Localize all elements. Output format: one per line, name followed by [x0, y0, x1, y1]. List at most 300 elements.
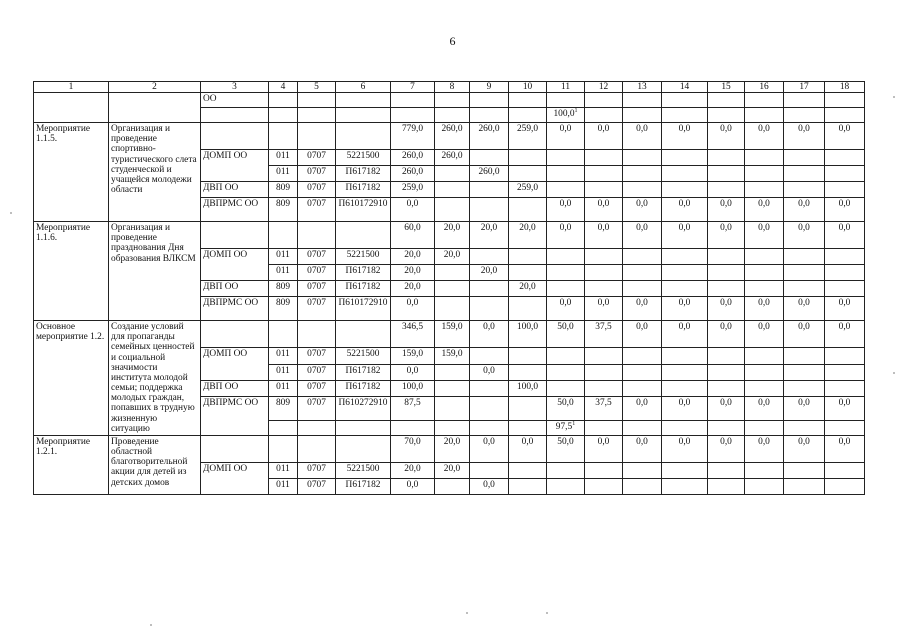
value-cell	[391, 420, 435, 435]
cont-col-2	[109, 93, 201, 123]
value-cell	[509, 265, 547, 281]
total-value: 779,0	[391, 123, 435, 150]
value-cell	[470, 462, 509, 478]
value-cell: 260,0	[391, 166, 435, 182]
value-cell	[470, 348, 509, 364]
total-value: 0,0	[662, 435, 708, 462]
total-value: 0,0	[585, 222, 623, 249]
header-row	[34, 82, 865, 93]
value-cell	[662, 348, 708, 364]
value-cell	[547, 462, 585, 478]
value-cell	[825, 249, 865, 265]
value-cell	[708, 380, 745, 396]
empty-cell	[298, 321, 336, 348]
empty-cell	[585, 93, 623, 108]
value-cell	[435, 265, 470, 281]
value-cell	[745, 265, 784, 281]
value-cell	[745, 182, 784, 198]
continuation-row	[34, 93, 865, 108]
payer-code: ДВП ОО	[201, 380, 269, 396]
classifier-cell: 0707	[298, 182, 336, 198]
value-cell	[784, 150, 825, 166]
value-cell: 20,0	[391, 281, 435, 297]
value-cell	[585, 249, 623, 265]
value-cell: 0,0	[470, 478, 509, 494]
total-value: 50,0	[547, 321, 585, 348]
value-cell	[470, 297, 509, 321]
value-cell: 0,0	[784, 297, 825, 321]
value-cell: 0,0	[585, 198, 623, 222]
value-cell: 0,0	[585, 297, 623, 321]
total-value: 20,0	[435, 222, 470, 249]
group-total-row	[34, 435, 865, 462]
value-cell: 159,0	[435, 348, 470, 364]
activity-title: Организация и проведение празднования Дня образования ВЛКСМ	[109, 222, 201, 321]
total-value: 0,0	[662, 123, 708, 150]
value-cell	[708, 150, 745, 166]
cont-value-col11	[547, 108, 585, 123]
empty-cell	[201, 123, 269, 150]
value-cell	[623, 166, 662, 182]
empty-cell	[298, 93, 336, 108]
value-cell	[585, 364, 623, 380]
classifier-cell: 011	[269, 249, 298, 265]
column-header: 14	[662, 82, 708, 93]
value-cell: 260,0	[391, 150, 435, 166]
activity-name: Основное мероприятие 1.2.	[34, 321, 109, 436]
page-number: 6	[449, 34, 456, 48]
classifier-cell: 0707	[298, 380, 336, 396]
value-cell	[784, 478, 825, 494]
classifier-cell: 011	[269, 462, 298, 478]
value-cell	[585, 182, 623, 198]
value-cell	[662, 182, 708, 198]
value-cell: 0,0	[825, 198, 865, 222]
classifier-cell: 809	[269, 396, 298, 420]
empty-cell	[391, 108, 435, 123]
empty-cell	[825, 93, 865, 108]
value-cell	[662, 380, 708, 396]
value-cell	[509, 396, 547, 420]
value-cell: 260,0	[470, 166, 509, 182]
classifier-cell	[336, 420, 391, 435]
total-value: 0,0	[470, 321, 509, 348]
value-cell	[435, 396, 470, 420]
empty-cell	[298, 222, 336, 249]
value-cell: 0,0	[708, 396, 745, 420]
value-cell: 0,0	[470, 364, 509, 380]
column-header: 15	[708, 82, 745, 93]
classifier-cell: 0707	[298, 478, 336, 494]
value-cell: 0,0	[784, 198, 825, 222]
empty-cell	[509, 93, 547, 108]
value-cell	[784, 249, 825, 265]
value-cell	[662, 478, 708, 494]
value-cell: 0,0	[825, 396, 865, 420]
total-value: 0,0	[745, 222, 784, 249]
value-cell	[825, 348, 865, 364]
value-cell	[585, 348, 623, 364]
value-cell	[470, 281, 509, 297]
value-cell	[745, 364, 784, 380]
value-cell	[585, 265, 623, 281]
classifier-cell: 5221500	[336, 249, 391, 265]
empty-cell	[623, 93, 662, 108]
total-value: 0,0	[784, 222, 825, 249]
value-cell	[708, 478, 745, 494]
value-cell	[708, 420, 745, 435]
value-cell	[547, 348, 585, 364]
empty-cell	[470, 108, 509, 123]
empty-cell	[201, 222, 269, 249]
column-header: 13	[623, 82, 662, 93]
empty-cell	[269, 222, 298, 249]
value-cell	[509, 166, 547, 182]
column-header: 12	[585, 82, 623, 93]
classifier-cell: П617182	[336, 166, 391, 182]
value-cell: 0,0	[662, 297, 708, 321]
total-value: 0,0	[585, 435, 623, 462]
value-cell: 20,0	[391, 462, 435, 478]
value-cell	[708, 265, 745, 281]
value-cell	[547, 265, 585, 281]
value-cell	[784, 166, 825, 182]
classifier-cell: 0707	[298, 348, 336, 364]
classifier-cell: П617182	[336, 364, 391, 380]
cont-col-1	[34, 93, 109, 123]
value-cell: 100,0	[509, 380, 547, 396]
value-cell	[585, 150, 623, 166]
value-cell	[745, 478, 784, 494]
value-cell	[585, 420, 623, 435]
empty-cell	[336, 123, 391, 150]
scan-speck	[466, 612, 468, 614]
total-value: 60,0	[391, 222, 435, 249]
value-cell	[470, 396, 509, 420]
total-value: 0,0	[708, 435, 745, 462]
value-cell: 0,0	[784, 396, 825, 420]
empty-cell	[745, 108, 784, 123]
total-value: 0,0	[547, 123, 585, 150]
value-cell	[435, 182, 470, 198]
classifier-cell: 011	[269, 380, 298, 396]
empty-cell	[662, 93, 708, 108]
total-value: 0,0	[708, 321, 745, 348]
empty-cell	[336, 435, 391, 462]
classifier-cell: 011	[269, 150, 298, 166]
classifier-cell: П610272910	[336, 396, 391, 420]
scan-speck	[546, 612, 548, 614]
value-cell: 20,0	[470, 265, 509, 281]
empty-cell	[435, 93, 470, 108]
value-cell	[547, 150, 585, 166]
value-cell: 87,5	[391, 396, 435, 420]
scan-speck	[893, 96, 895, 98]
activity-name: Мероприятие 1.1.5.	[34, 123, 109, 222]
value-cell: 0,0	[662, 396, 708, 420]
total-value: 0,0	[745, 321, 784, 348]
value-cell	[784, 420, 825, 435]
value-cell	[623, 380, 662, 396]
value-cell	[784, 182, 825, 198]
payer-code: ДОМП ОО	[201, 462, 269, 494]
scan-speck	[150, 624, 152, 626]
activity-title: Организация и проведение спортивно-туристического слета студенческой и учащейся молодежи области	[109, 123, 201, 222]
value-cell: 20,0	[435, 462, 470, 478]
value-cell	[825, 150, 865, 166]
value-cell	[825, 265, 865, 281]
value-cell	[547, 249, 585, 265]
value-cell	[435, 478, 470, 494]
total-value: 0,0	[745, 123, 784, 150]
classifier-cell: П617182	[336, 281, 391, 297]
value-cell	[623, 478, 662, 494]
value-cell	[509, 249, 547, 265]
value-cell	[585, 462, 623, 478]
classifier-cell: 0707	[298, 297, 336, 321]
empty-cell	[269, 435, 298, 462]
value-cell	[585, 478, 623, 494]
classifier-cell: 5221500	[336, 150, 391, 166]
payer-code: ДВП ОО	[201, 182, 269, 198]
column-header: 17	[784, 82, 825, 93]
classifier-cell: 011	[269, 348, 298, 364]
classifier-cell: 0707	[298, 462, 336, 478]
value-cell: 0,0	[547, 198, 585, 222]
value-cell	[784, 265, 825, 281]
total-value: 50,0	[547, 435, 585, 462]
value-cell	[509, 420, 547, 435]
total-value: 0,0	[585, 123, 623, 150]
value-cell	[509, 348, 547, 364]
total-value: 20,0	[435, 435, 470, 462]
value-cell	[745, 420, 784, 435]
footnote-mark: 1	[572, 420, 576, 427]
total-value: 0,0	[470, 435, 509, 462]
value-cell: 37,5	[585, 396, 623, 420]
total-value: 0,0	[825, 321, 865, 348]
value-cell	[745, 462, 784, 478]
classifier-cell: 011	[269, 265, 298, 281]
value-cell	[662, 249, 708, 265]
value-cell: 260,0	[435, 150, 470, 166]
value-cell: 20,0	[509, 281, 547, 297]
activity-title: Создание условий для пропаганды семейных ценностей и социальной значимости института молодой семьи; поддержка молодых граждан, попавших в трудную жизненную ситуацию	[109, 321, 201, 436]
value-cell	[509, 198, 547, 222]
value-cell: 0,0	[391, 364, 435, 380]
empty-cell	[391, 93, 435, 108]
classifier-cell: 5221500	[336, 462, 391, 478]
classifier-cell: 0707	[298, 364, 336, 380]
total-value: 20,0	[470, 222, 509, 249]
value-cell: 259,0	[509, 182, 547, 198]
value-cell: 0,0	[623, 396, 662, 420]
total-value: 0,0	[708, 123, 745, 150]
value-cell	[470, 380, 509, 396]
empty-cell	[784, 108, 825, 123]
value-cell	[662, 420, 708, 435]
total-value: 0,0	[547, 222, 585, 249]
classifier-cell: 0707	[298, 281, 336, 297]
total-value: 0,0	[623, 222, 662, 249]
total-value: 37,5	[585, 321, 623, 348]
value-cell	[662, 364, 708, 380]
total-value: 0,0	[745, 435, 784, 462]
total-value: 0,0	[708, 222, 745, 249]
value-cell	[623, 348, 662, 364]
total-value: 159,0	[435, 321, 470, 348]
classifier-cell: 011	[269, 478, 298, 494]
value-cell	[585, 380, 623, 396]
classifier-cell: 011	[269, 166, 298, 182]
payer-code: ДОМП ОО	[201, 150, 269, 182]
value-cell: 20,0	[391, 249, 435, 265]
classifier-cell: 809	[269, 182, 298, 198]
value-cell	[745, 281, 784, 297]
value-cell	[435, 198, 470, 222]
total-value: 0,0	[623, 321, 662, 348]
value-cell	[708, 166, 745, 182]
empty-cell	[509, 108, 547, 123]
classifier-cell: П617182	[336, 265, 391, 281]
value-cell	[623, 249, 662, 265]
value-cell	[435, 297, 470, 321]
empty-cell	[269, 93, 298, 108]
value-cell	[547, 420, 585, 435]
value-cell	[784, 348, 825, 364]
value-cell	[825, 380, 865, 396]
classifier-cell	[298, 420, 336, 435]
value-cell	[435, 281, 470, 297]
value-cell	[784, 281, 825, 297]
value-cell	[784, 364, 825, 380]
value-cell	[662, 265, 708, 281]
total-value: 20,0	[509, 222, 547, 249]
empty-cell	[708, 93, 745, 108]
value-cell: 0,0	[745, 396, 784, 420]
empty-cell	[470, 93, 509, 108]
group-total-row	[34, 321, 865, 348]
classifier-cell: 0707	[298, 166, 336, 182]
value-cell	[662, 150, 708, 166]
total-value: 0,0	[825, 123, 865, 150]
value-cell	[623, 265, 662, 281]
value-cell	[662, 166, 708, 182]
value-cell	[708, 348, 745, 364]
value-cell	[509, 462, 547, 478]
value-cell	[435, 420, 470, 435]
value-cell	[547, 478, 585, 494]
value-cell: 159,0	[391, 348, 435, 364]
value-cell	[825, 166, 865, 182]
total-value: 259,0	[509, 123, 547, 150]
activity-name: Мероприятие 1.1.6.	[34, 222, 109, 321]
payer-code: ДВП ОО	[201, 281, 269, 297]
value-text: 100,0	[553, 109, 575, 120]
value-cell	[784, 380, 825, 396]
total-value: 0,0	[623, 123, 662, 150]
value-cell	[745, 348, 784, 364]
column-header: 11	[547, 82, 585, 93]
value-cell: 0,0	[745, 198, 784, 222]
group-total-row	[34, 123, 865, 150]
value-cell	[745, 150, 784, 166]
total-value: 0,0	[509, 435, 547, 462]
value-cell	[825, 478, 865, 494]
value-cell	[547, 166, 585, 182]
empty-cell	[662, 108, 708, 123]
value-cell	[509, 364, 547, 380]
classifier-cell: 0707	[298, 198, 336, 222]
value-cell	[825, 420, 865, 435]
value-cell	[547, 364, 585, 380]
value-cell	[745, 380, 784, 396]
value-cell	[745, 249, 784, 265]
value-cell	[784, 462, 825, 478]
total-value: 0,0	[662, 321, 708, 348]
value-cell: 20,0	[435, 249, 470, 265]
value-cell	[708, 182, 745, 198]
column-header: 6	[336, 82, 391, 93]
value-cell: 20,0	[391, 265, 435, 281]
value-cell	[470, 182, 509, 198]
empty-cell	[269, 108, 298, 123]
empty-cell	[269, 321, 298, 348]
value-cell	[435, 380, 470, 396]
column-header: 5	[298, 82, 336, 93]
value-cell	[435, 166, 470, 182]
group-total-row	[34, 222, 865, 249]
activity-title: Проведение областной благотворительной акции для детей из детских домов	[109, 435, 201, 494]
empty-cell	[336, 93, 391, 108]
column-header: 8	[435, 82, 470, 93]
classifier-cell: 0707	[298, 265, 336, 281]
value-cell	[708, 462, 745, 478]
footnote-mark: 1	[574, 108, 578, 115]
empty-cell	[547, 93, 585, 108]
value-cell	[509, 478, 547, 494]
total-value: 260,0	[435, 123, 470, 150]
total-value: 100,0	[509, 321, 547, 348]
value-cell	[825, 462, 865, 478]
value-cell: 50,0	[547, 396, 585, 420]
empty-cell	[298, 123, 336, 150]
value-cell	[470, 150, 509, 166]
total-value: 0,0	[784, 123, 825, 150]
value-cell: 0,0	[391, 198, 435, 222]
value-cell	[547, 380, 585, 396]
classifier-cell: П617182	[336, 182, 391, 198]
payer-code: ДВПРМС ОО	[201, 396, 269, 435]
value-cell	[547, 281, 585, 297]
total-value: 0,0	[784, 321, 825, 348]
value-cell	[470, 420, 509, 435]
empty-cell	[623, 108, 662, 123]
value-cell: 0,0	[662, 198, 708, 222]
value-cell	[623, 281, 662, 297]
value-cell: 0,0	[825, 297, 865, 321]
value-cell: 0,0	[745, 297, 784, 321]
value-cell	[623, 364, 662, 380]
budget-table	[33, 81, 865, 495]
classifier-cell: П617182	[336, 380, 391, 396]
value-cell: 0,0	[547, 297, 585, 321]
value-cell	[662, 281, 708, 297]
total-value: 346,5	[391, 321, 435, 348]
value-cell	[623, 182, 662, 198]
value-cell	[825, 182, 865, 198]
activity-name: Мероприятие 1.2.1.	[34, 435, 109, 494]
